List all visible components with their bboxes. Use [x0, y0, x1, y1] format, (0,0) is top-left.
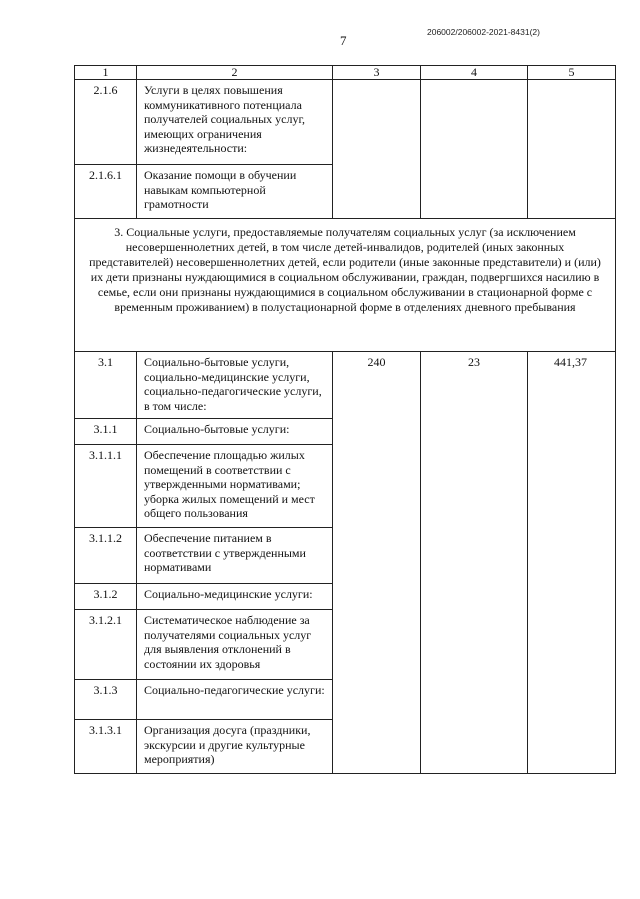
header-cell: 2 — [137, 66, 333, 80]
row-number: 3.1.3 — [75, 680, 137, 720]
header-cell: 3 — [333, 66, 421, 80]
row-name: Систематическое наблюдение за получателями социальных услуг для выявления отклонений в состоянии их здоровья — [137, 610, 333, 680]
page-number: 7 — [340, 33, 347, 48]
row-number: 3.1.1.2 — [75, 528, 137, 584]
document-number: 206002/206002-2021-8431(2) — [427, 27, 540, 37]
table-row — [75, 80, 616, 165]
table-row — [75, 352, 616, 419]
value-cell: 240 — [333, 352, 421, 774]
header-cell: 1 — [75, 66, 137, 80]
header-cell: 4 — [421, 66, 528, 80]
value-cell: 441,37 — [528, 352, 616, 774]
row-name: Социально-бытовые услуги, социально-медицинские услуги, социально-педагогические услуги, в том числе: — [137, 352, 333, 419]
row-number: 3.1.3.1 — [75, 720, 137, 774]
services-table — [74, 65, 616, 774]
value-cell: 23 — [421, 352, 528, 774]
row-number: 2.1.6.1 — [75, 165, 137, 219]
row-number: 2.1.6 — [75, 80, 137, 165]
row-number: 3.1.2.1 — [75, 610, 137, 680]
row-number: 3.1.1 — [75, 419, 137, 445]
row-number: 3.1.1.1 — [75, 445, 137, 528]
row-name: Организация досуга (праздники, экскурсии и другие культурные мероприятия) — [137, 720, 333, 774]
row-name: Обеспечение питанием в соответствии с утвержденными нормативами — [137, 528, 333, 584]
empty-cell — [421, 80, 528, 219]
row-name: Оказание помощи в обучении навыкам компьютерной грамотности — [137, 165, 333, 219]
row-name: Услуги в целях повышения коммуникативного потенциала получателей социальных услуг, имеющих ограничения жизнедеятельности: — [137, 80, 333, 165]
section-row — [75, 219, 616, 352]
header-row — [75, 66, 616, 80]
row-name: Социально-бытовые услуги: — [137, 419, 333, 445]
empty-cell — [333, 80, 421, 219]
row-number: 3.1.2 — [75, 584, 137, 610]
row-name: Социально-педагогические услуги: — [137, 680, 333, 720]
row-name: Обеспечение площадью жилых помещений в соответствии с утвержденными нормативами; уборка жилых помещений и мест общего пользования — [137, 445, 333, 528]
row-number: 3.1 — [75, 352, 137, 419]
header-cell: 5 — [528, 66, 616, 80]
empty-cell — [528, 80, 616, 219]
section-heading: 3. Социальные услуги, предоставляемые получателям социальных услуг (за исключением несовершеннолетних детей, в том числе детей-инвалидов, родителей (иных законных представителей) несовершеннолетних детей, если родители (иные законные представители) и (или) их дети признаны нуждающимися в социальном обслуживании, граждан, подвергшихся насилию в семье, если они признаны нуждающимися в социальном обслуживании в стационарной форме с временным проживанием) в полустационарной форме в отделениях дневного пребывания — [75, 219, 616, 352]
row-name: Социально-медицинские услуги: — [137, 584, 333, 610]
